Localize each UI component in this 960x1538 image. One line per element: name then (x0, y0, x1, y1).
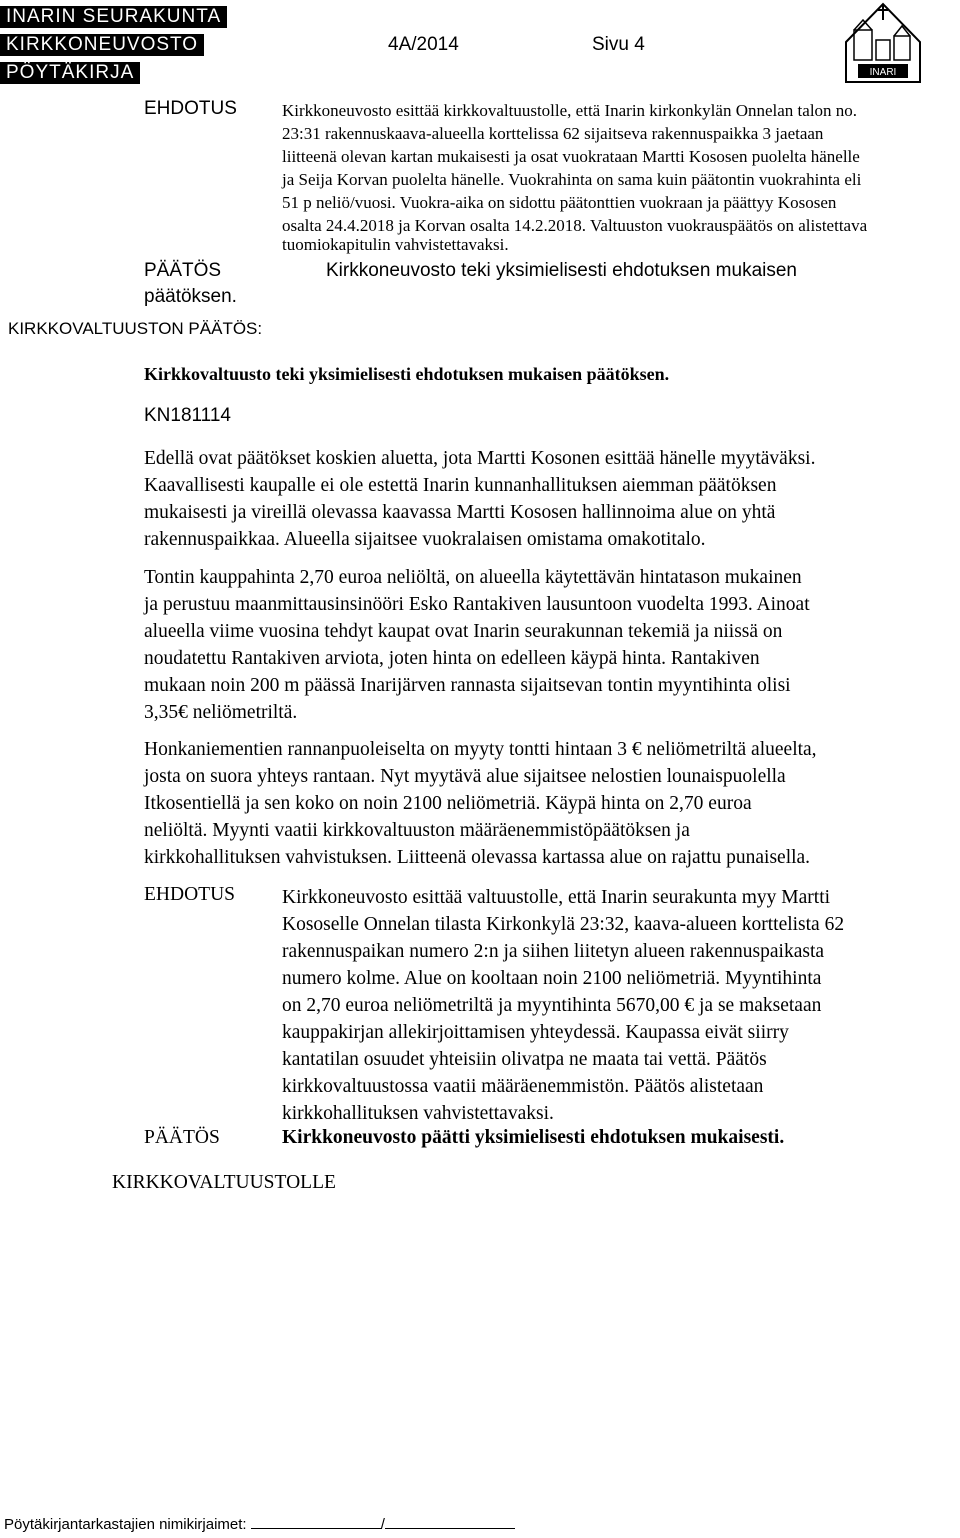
paragraph-1-line: rakennuspaikkaa. Alueella sijaitsee vuokralaisen omistama omakotitalo. (144, 529, 706, 550)
meeting-number: 4A/2014 (388, 34, 459, 55)
paatos-label-2: PÄÄTÖS (144, 1127, 220, 1148)
doc-type: PÖYTÄKIRJA (0, 62, 140, 84)
ehdotus-2-line: kauppakirjan allekirjoittamisen yhteydessä. Kaupassa eivät siirry (282, 1022, 789, 1043)
paragraph-3-line: Honkaniementien rannanpuoleiselta on myyty tontti hintaan 3 € neliömetriltä alueelta, (144, 739, 817, 760)
ehdotus-2-line: kantatilan osuudet yhteisiin olivatpa ne maata tai vettä. Päätös (282, 1049, 767, 1070)
page-number: Sivu 4 (592, 34, 645, 55)
ehdotus-line-2: 23:31 rakennuskaava-alueella korttelissa 62 sijaitseva rakennuspaikka 3 jaetaan (282, 124, 824, 143)
ehdotus-line-4: ja Seija Korvan puolelta hänelle. Vuokrahinta on sama kuin päätontin vuokrahinta eli (282, 170, 862, 189)
ehdotus-line-5: 51 p neliö/vuosi. Vuokra-aika on sidottu päätonttien vuokraan ja päättyy Kososen (282, 193, 837, 212)
paragraph-2-line: mukaan noin 200 m päässä Inarijärven rannasta sijaitsevan tontin myyntihinta olisi (144, 675, 791, 696)
paatos-text-1: Kirkkoneuvosto teki yksimielisesti ehdotuksen mukaisen (326, 260, 797, 281)
footer-label: Pöytäkirjantarkastajien nimikirjaimet: (4, 1516, 247, 1533)
paragraph-3-line: josta on suora yhteys rantaan. Nyt myytävä alue sijaitsee nelostien lounaispuolella (144, 766, 786, 787)
body-name: KIRKKONEUVOSTO (0, 34, 204, 56)
paatos-text-2: Kirkkoneuvosto päätti yksimielisesti ehdotuksen mukaisesti. (282, 1127, 785, 1148)
paragraph-2 (144, 564, 944, 726)
ehdotus-2-line: numero kolme. Alue on kooltaan noin 2100 neliömetriä. Myyntihinta (282, 968, 822, 989)
paragraph-3-line: kirkkohallituksen vahvistuksen. Liitteenä olevassa kartassa alue on rajattu punaisella. (144, 847, 811, 868)
ehdotus-2-line: rakennuspaikan numero 2:n ja siihen liitetyn alueen rakennuspaikasta (282, 941, 825, 962)
ehdotus-2-line: kirkkohallituksen vahvistettavaksi. (282, 1103, 554, 1124)
paragraph-1-line: Edellä ovat päätökset koskien aluetta, jota Martti Kosonen esittää hänelle myytäväksi. (144, 448, 816, 469)
paragraph-1-line: mukaisesti ja vireillä olevassa kaavassa Martti Kososen hallinnoima alue on yhtä (144, 502, 776, 523)
kv-label-1: KIRKKOVALTUUSTON PÄÄTÖS: (8, 319, 263, 338)
paragraph-3-line: neliöltä. Myynti vaatii kirkkovaltuuston määräenemmistöpäätöksen ja (144, 820, 690, 841)
ehdotus-line-7: tuomiokapitulin vahvistettavaksi. (282, 235, 509, 254)
ehdotus-2-line: Kirkkoneuvosto esittää valtuustolle, että Inarin seurakunta myy Martti (282, 887, 831, 908)
kv-text-1: Kirkkovaltuusto teki yksimielisesti ehdotuksen mukaisen päätöksen. (144, 364, 670, 384)
ehdotus-2-line: kirkkovaltuustossa vaatii määräenemmistön. Päätös alistetaan (282, 1076, 764, 1097)
signature-line-2[interactable] (385, 1514, 515, 1529)
kv-label-2: KIRKKOVALTUUSTOLLE (112, 1172, 336, 1193)
case-code: KN181114 (144, 405, 231, 426)
ehdotus-label-1: EHDOTUS (144, 98, 237, 119)
ehdotus-label-2: EHDOTUS (144, 884, 235, 905)
paragraph-3 (144, 736, 944, 871)
paragraph-2-line: 3,35€ neliömetriltä. (144, 702, 298, 723)
paragraph-3-line: Itkosentiellä ja sen koko on noin 2100 neliömetriä. Käypä hinta on 2,70 euroa (144, 793, 752, 814)
paragraph-2-line: alueella viime vuosina tehdyt kaupat ovat Inarin seurakunnan tekemiä ja niissä on (144, 621, 783, 642)
signature-line-1[interactable] (251, 1514, 381, 1529)
logo-text: INARI (869, 67, 897, 78)
footer-signatures (4, 1514, 515, 1533)
church-logo-icon (838, 2, 928, 86)
footer-separator: / (380, 1516, 385, 1533)
paragraph-2-line: noudatettu Rantakiven arviota, joten hinta on edelleen käypä hinta. Rantakiven (144, 648, 760, 669)
ehdotus-line-6: osalta 24.4.2018 ja Korvan osalta 14.2.2018. Valtuuston vuokrauspäätös on alistettava (282, 216, 868, 235)
ehdotus-line-3: liitteenä olevan kartan mukaisesti ja osat vuokrataan Martti Kososen puolelta hänelle (282, 147, 860, 166)
ehdotus-line-1: Kirkkoneuvosto esittää kirkkovaltuustolle, että Inarin kirkonkylän Onnelan talon no. (282, 101, 858, 120)
paragraph-1-line: Kaavallisesti kaupalle ei ole estettä Inarin kunnanhallituksen aiemman päätöksen (144, 475, 777, 496)
ehdotus-2-line: Kososelle Onnelan tilasta Kirkonkylä 23:32, kaava-alueen korttelista 62 (282, 914, 845, 935)
paatos-cont-1: päätöksen. (144, 286, 237, 307)
ehdotus-2-line: on 2,70 euroa neliömetriltä ja myyntihinta 5670,00 € ja se maksetaan (282, 995, 822, 1016)
paatos-label-1: PÄÄTÖS (144, 260, 222, 281)
paragraph-2-line: Tontin kauppahinta 2,70 euroa neliöltä, on alueella käytettävän hintatason mukainen (144, 567, 802, 588)
paragraph-2-line: ja perustuu maanmittausinsinööri Esko Rantakiven lausuntoon vuodelta 1993. Ainoat (144, 594, 810, 615)
ehdotus-block-2 (282, 884, 957, 1127)
org-name: INARIN SEURAKUNTA (0, 6, 227, 28)
paragraph-1 (144, 445, 944, 553)
